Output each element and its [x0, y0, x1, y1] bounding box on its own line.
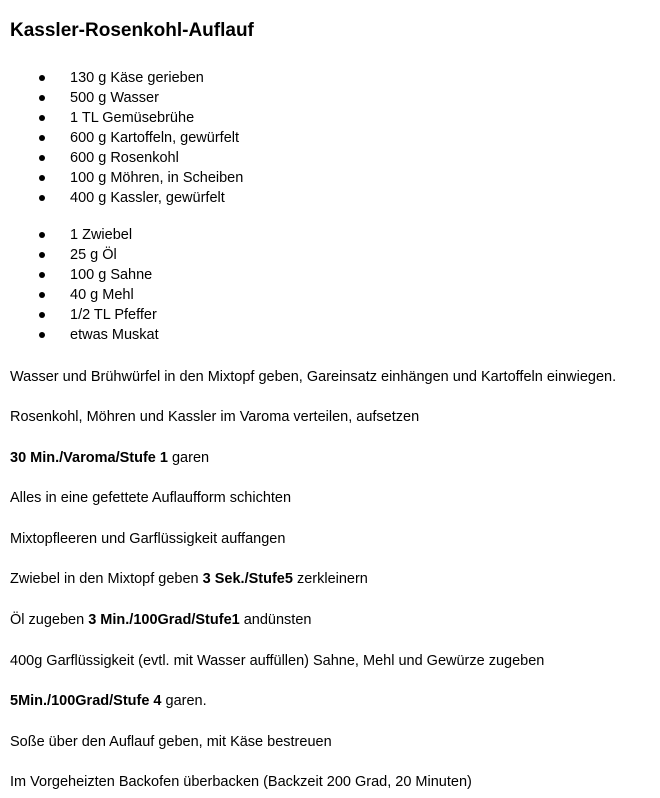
instruction-step: Öl zugeben 3 Min./100Grad/Stufe1 andünsten	[10, 612, 312, 628]
ingredient-text: 600 g Kartoffeln, gewürfelt	[70, 130, 240, 146]
recipe-title: Kassler-Rosenkohl-Auflauf	[10, 20, 254, 41]
ingredient-text: 25 g Öl	[70, 247, 117, 263]
ingredient-item	[0, 128, 243, 148]
ingredient-item	[0, 245, 159, 265]
instruction-step: 5Min./100Grad/Stufe 4 garen.	[10, 693, 207, 709]
ingredient-text: 400 g Kassler, gewürfelt	[70, 190, 225, 206]
ingredient-item	[0, 285, 159, 305]
bullet-icon	[39, 135, 45, 141]
ingredient-text: 100 g Möhren, in Scheiben	[70, 170, 244, 186]
bullet-icon	[39, 232, 45, 238]
ingredient-item	[0, 168, 243, 188]
ingredient-list-main	[0, 68, 243, 208]
bullet-icon	[39, 272, 45, 278]
bullet-icon	[39, 195, 45, 201]
instruction-step: 400g Garflüssigkeit (evtl. mit Wasser auffüllen) Sahne, Mehl und Gewürze zugeben	[10, 653, 545, 669]
ingredient-text: 1/2 TL Pfeffer	[70, 307, 157, 323]
ingredient-text: 130 g Käse gerieben	[70, 70, 204, 86]
ingredient-text: 100 g Sahne	[70, 267, 153, 283]
ingredient-text: 600 g Rosenkohl	[70, 150, 179, 166]
ingredient-text: 500 g Wasser	[70, 90, 159, 106]
instruction-step: Mixtopfleeren und Garflüssigkeit auffangen	[10, 531, 286, 547]
ingredient-item	[0, 148, 243, 168]
ingredient-text: etwas Muskat	[70, 327, 159, 343]
ingredient-list-sauce	[0, 225, 159, 345]
instruction-step: Zwiebel in den Mixtopf geben 3 Sek./Stufe5 zerkleinern	[10, 571, 368, 587]
ingredient-text: 1 Zwiebel	[70, 227, 133, 243]
ingredient-item	[0, 108, 243, 128]
ingredient-item	[0, 68, 243, 88]
bullet-icon	[39, 95, 45, 101]
bullet-icon	[39, 252, 45, 258]
ingredient-text: 1 TL Gemüsebrühe	[70, 110, 195, 126]
ingredient-item	[0, 225, 159, 245]
bullet-icon	[39, 75, 45, 81]
instruction-step: Wasser und Brühwürfel in den Mixtopf geben, Gareinsatz einhängen und Kartoffeln einwiegen.	[10, 369, 617, 385]
ingredient-item	[0, 188, 243, 208]
ingredient-item	[0, 325, 159, 345]
instruction-step: 30 Min./Varoma/Stufe 1 garen	[10, 450, 210, 466]
bullet-icon	[39, 155, 45, 161]
bullet-icon	[39, 115, 45, 121]
ingredient-item	[0, 88, 243, 108]
bullet-icon	[39, 292, 45, 298]
bullet-icon	[39, 175, 45, 181]
bullet-icon	[39, 312, 45, 318]
instruction-step: Rosenkohl, Möhren und Kassler im Varoma verteilen, aufsetzen	[10, 409, 420, 425]
ingredient-text: 40 g Mehl	[70, 287, 134, 303]
bullet-icon	[39, 332, 45, 338]
instruction-step: Alles in eine gefettete Auflaufform schichten	[10, 490, 292, 506]
instruction-step: Soße über den Auflauf geben, mit Käse bestreuen	[10, 734, 332, 750]
ingredient-item	[0, 265, 159, 285]
instruction-step: Im Vorgeheizten Backofen überbacken (Backzeit 200 Grad, 20 Minuten)	[10, 774, 472, 790]
ingredient-item	[0, 305, 159, 325]
